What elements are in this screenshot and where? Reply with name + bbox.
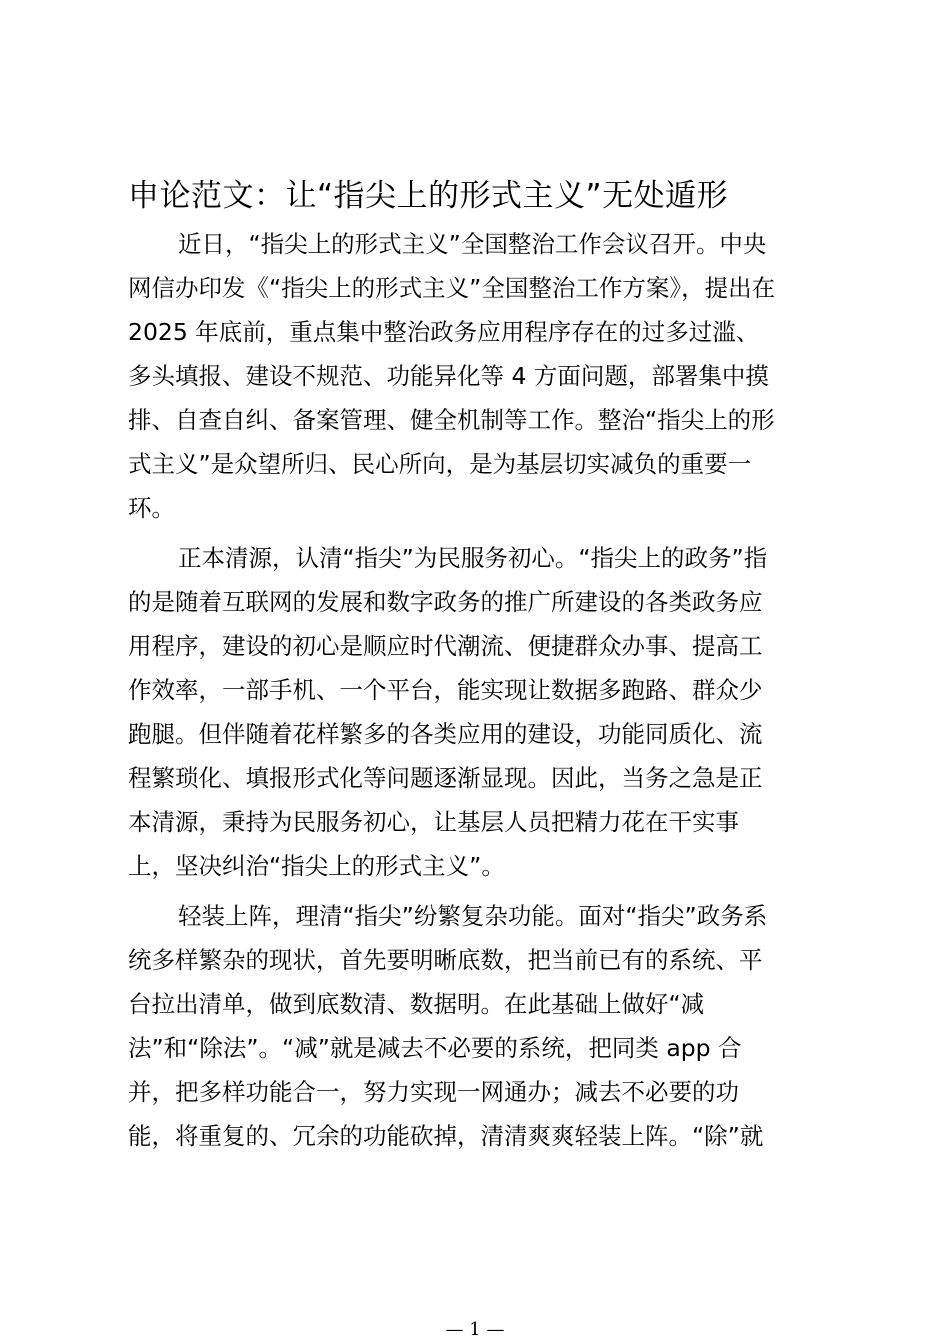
paragraph-3-line-2: 统多样繁杂的现状，首先要明晰底数，把当前已有的系统、平 <box>128 946 763 974</box>
paragraph-2-line-7: 本清源，秉持为民服务初心，让基层人员把精力花在干实事 <box>128 808 739 836</box>
paragraph-3-line-5: 并，把多样功能合一，努力实现一网通办；减去不必要的功 <box>128 1078 739 1106</box>
paragraph-1-line-2: 网信办印发《“指尖上的形式主义”全国整治工作方案》，提出在 <box>128 274 776 302</box>
paragraph-1-line-3: 2025 年底前，重点集中整治政务应用程序存在的过多过滥、 <box>128 318 760 346</box>
paragraph-1-line-4: 多头填报、建设不规范、功能异化等 4 方面问题，部署集中摸 <box>128 362 769 390</box>
paragraph-2-line-6: 程繁琐化、填报形式化等问题逐渐显现。因此，当务之急是正 <box>128 764 763 792</box>
paragraph-3-line-3: 台拉出清单，做到底数清、数据明。在此基础上做好“减 <box>128 990 705 1018</box>
paragraph-2-line-8: 上，坚决纠治“指尖上的形式主义”。 <box>128 852 505 880</box>
paragraph-2-line-5: 跑腿。但伴随着花样繁多的各类应用的建设，功能同质化、流 <box>128 720 763 748</box>
paragraph-2-line-2: 的是随着互联网的发展和数字政务的推广所建设的各类政务应 <box>128 588 763 616</box>
paragraph-3-line-1: 轻装上阵，理清“指尖”纷繁复杂功能。面对“指尖”政务系 <box>178 902 768 930</box>
article-title: 申论范文：让“指尖上的形式主义”无处遁形 <box>128 178 729 214</box>
paragraph-2-line-1: 正本清源，认清“指尖”为民服务初心。“指尖上的政务”指 <box>178 544 768 572</box>
paragraph-2-line-4: 作效率，一部手机、一个平台，能实现让数据多跑路、群众少 <box>128 676 763 704</box>
page-number: — 1 — <box>445 1319 505 1340</box>
paragraph-1-line-6: 式主义”是众望所归、民心所向，是为基层切实减负的重要一 <box>128 450 752 478</box>
paragraph-1-line-7: 环。 <box>128 494 175 522</box>
paragraph-1-line-1: 近日，“指尖上的形式主义”全国整治工作会议召开。中央 <box>178 230 767 258</box>
paragraph-2-line-3: 用程序，建设的初心是顺应时代潮流、便捷群众办事、提高工 <box>128 632 763 660</box>
paragraph-3-line-4: 法”和“除法”。“减”就是减去不必要的系统，把同类 app 合 <box>128 1034 742 1062</box>
paragraph-1-line-5: 排、自查自纠、备案管理、健全机制等工作。整治“指尖上的形 <box>128 406 775 434</box>
paragraph-3-line-6: 能，将重复的、冗余的功能砍掉，清清爽爽轻装上阵。“除”就 <box>128 1122 764 1150</box>
